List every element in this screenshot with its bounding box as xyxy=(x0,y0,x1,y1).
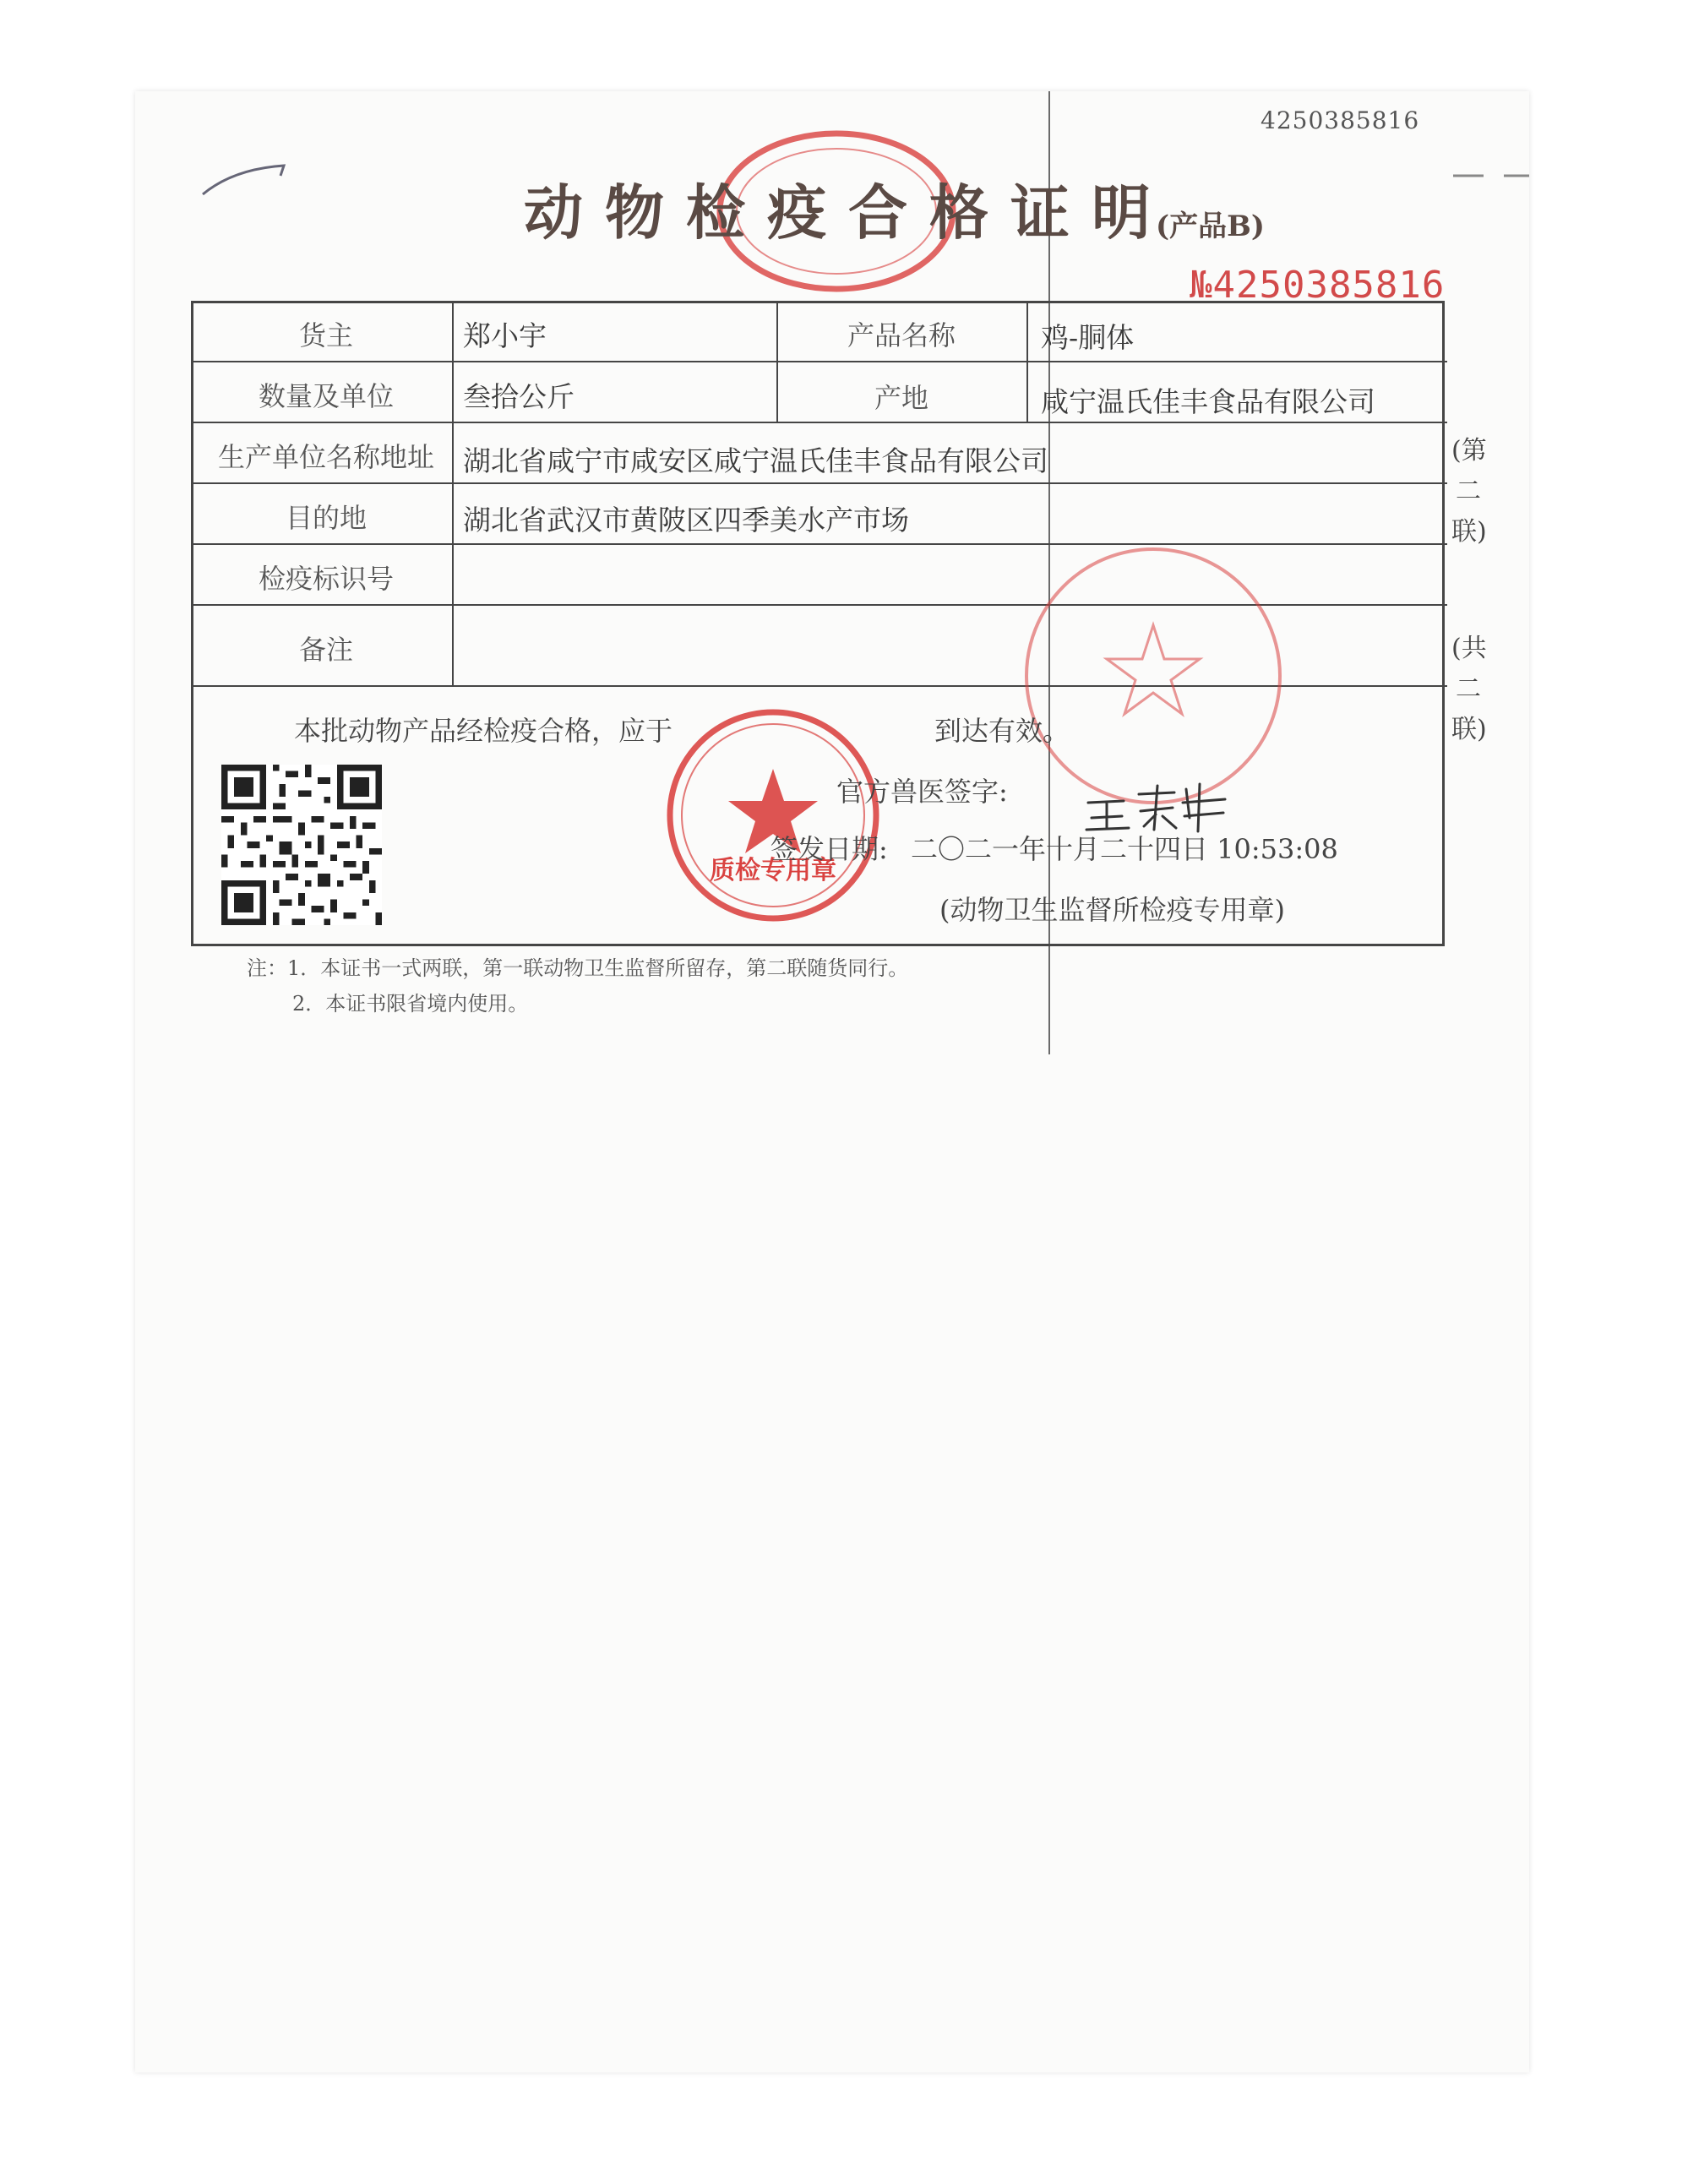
company-stamp xyxy=(659,701,887,929)
form-rule xyxy=(193,361,1447,362)
destination-label: 目的地 xyxy=(285,502,367,534)
origin-value: 咸宁温氏佳丰食品有限公司 xyxy=(1041,385,1375,418)
mark-number-label: 检疫标识号 xyxy=(258,563,394,595)
stamp-center-text: 质检专用章 xyxy=(710,856,836,885)
certificate-number: №4250385816 xyxy=(1190,264,1446,307)
remarks-label: 备注 xyxy=(298,634,353,666)
sign-date-label: 签发日期: xyxy=(770,833,888,865)
note-1: 注：1．本证书一式两联，第一联动物卫生监督所留存，第二联随货同行。 xyxy=(247,956,909,980)
owner-value: 郑小宇 xyxy=(463,319,547,352)
copy-number-label: (第二联) xyxy=(1451,436,1487,547)
quantity-value: 叁拾公斤 xyxy=(463,380,574,413)
edge-mark xyxy=(1453,173,1529,178)
form-rule xyxy=(1026,303,1028,422)
pen-mark xyxy=(199,161,292,198)
vet-signature-label: 官方兽医签字: xyxy=(836,776,1008,808)
total-copies-label: (共二联) xyxy=(1451,634,1487,744)
statement-start: 本批动物产品经检疫合格，应于 xyxy=(294,715,673,747)
quantity-label: 数量及单位 xyxy=(258,380,394,412)
product-name-value: 鸡-胴体 xyxy=(1041,321,1135,354)
form-rule xyxy=(193,482,1447,484)
sign-date-value: 二〇二一年十月二十四日 10:53:08 xyxy=(911,833,1338,865)
form-rule xyxy=(193,422,1447,423)
statement-end: 到达有效。 xyxy=(934,715,1070,747)
inspection-seal xyxy=(1014,536,1293,815)
qr-code xyxy=(221,765,382,925)
document-title: 动物检疫合格证明 xyxy=(524,177,1173,248)
product-name-label: 产品名称 xyxy=(847,319,956,351)
origin-label: 产地 xyxy=(874,382,928,414)
producer-value: 湖北省咸宁市咸安区咸宁温氏佳丰食品有限公司 xyxy=(463,444,1048,477)
producer-label: 生产单位名称地址 xyxy=(217,441,434,473)
seal-caption: (动物卫生监督所检疫专用章) xyxy=(939,894,1285,926)
owner-label: 货主 xyxy=(298,319,353,351)
destination-value: 湖北省武汉市黄陂区四季美水产市场 xyxy=(463,504,909,536)
document-subtitle: (产品B) xyxy=(1156,210,1265,243)
top-serial-number: 4250385816 xyxy=(1261,106,1420,134)
note-2: 2．本证书限省境内使用。 xyxy=(292,992,529,1016)
